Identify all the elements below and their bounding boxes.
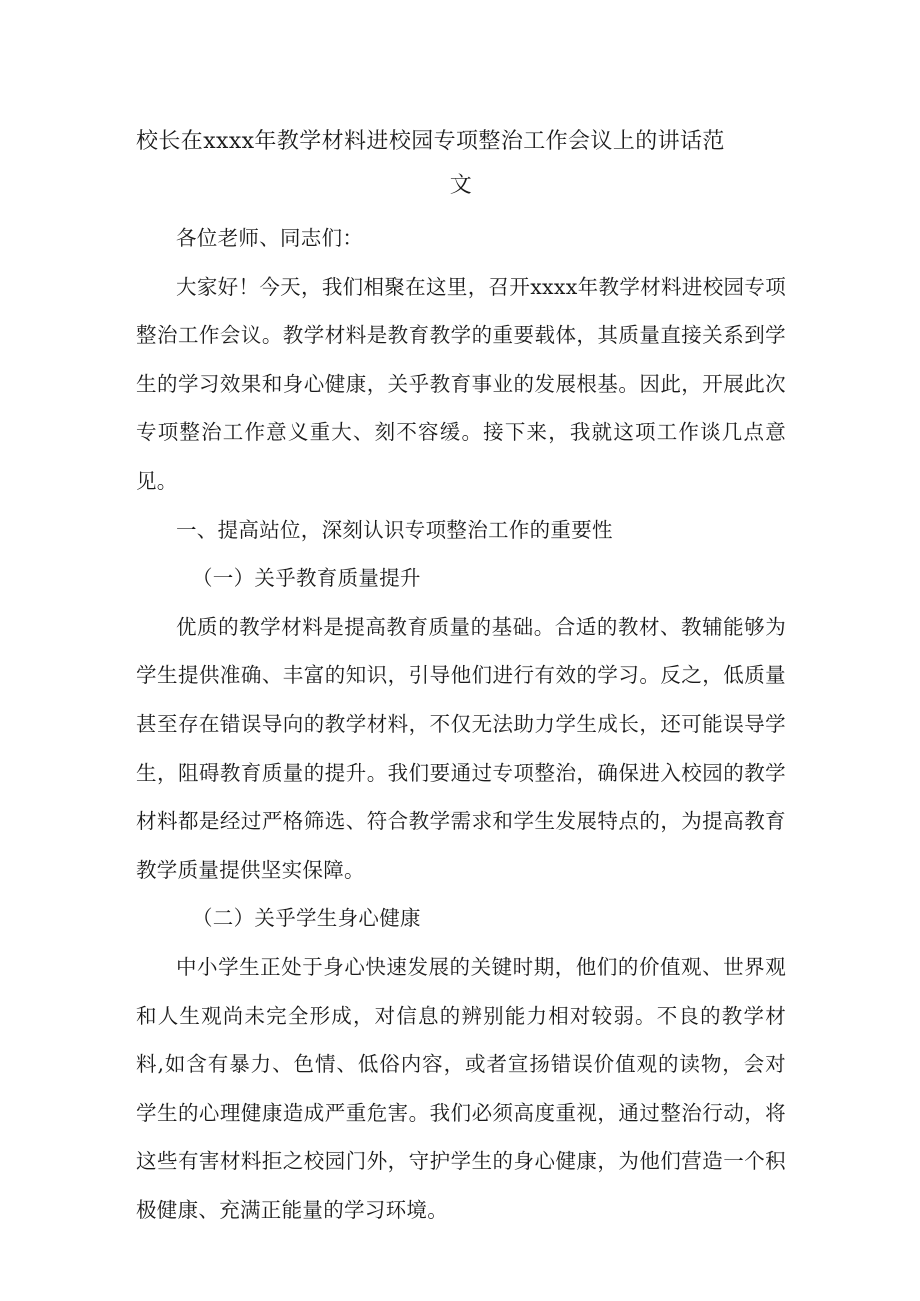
document-title — [136, 120, 786, 208]
subsection-2-heading: （二）关乎学生身心健康 — [192, 906, 421, 931]
document-body — [136, 214, 786, 1234]
section-1-heading: 一、提高站位，深刻认识专项整治工作的重要性 — [176, 517, 613, 542]
subsection-1-paragraph: 优质的教学材料是提高教育质量的基础。合适的教材、教辅能够为学生提供准确、丰富的知识，引导他们进行有效的学习。反之，低质量甚至存在错误导向的教学材料，不仅无法助力学生成长，还可能误导学生，阻碍教育质量的提升。我们要通过专项整治，确保进入校园的教学材料都是经过严格筛选、符合教学需求和学生发展特点的，为提高教育教学质量提供坚实保障。 — [136, 614, 786, 882]
subsection-1-heading: （一）关乎教育质量提升 — [192, 566, 421, 591]
title-line-1: 校长在xxxx年教学材料进校园专项整治工作会议上的讲话范 — [136, 129, 725, 154]
title-line-2: 文 — [449, 173, 473, 198]
subsection-2-paragraph: 中小学生正处于身心快速发展的关键时期，他们的价值观、世界观和人生观尚未完全形成，对信息的辨别能力相对较弱。不良的教学材料,如含有暴力、色情、低俗内容，或者宣扬错误价值观的读物，会对学生的心理健康造成严重危害。我们必须高度重视，通过整治行动，将这些有害材料拒之校园门外，守护学生的身心健康，为他们营造一个积极健康、充满正能量的学习环境。 — [136, 954, 786, 1222]
intro-paragraph: 大家好！今天，我们相聚在这里，召开xxxx年教学材料进校园专项整治工作会议。教学材料是教育教学的重要载体，其质量直接关系到学生的学习效果和身心健康，关乎教育事业的发展根基。因此，开展此次专项整治工作意义重大、刻不容缓。接下来，我就这项工作谈几点意见。 — [136, 274, 786, 493]
salutation: 各位老师、同志们： — [176, 226, 364, 250]
